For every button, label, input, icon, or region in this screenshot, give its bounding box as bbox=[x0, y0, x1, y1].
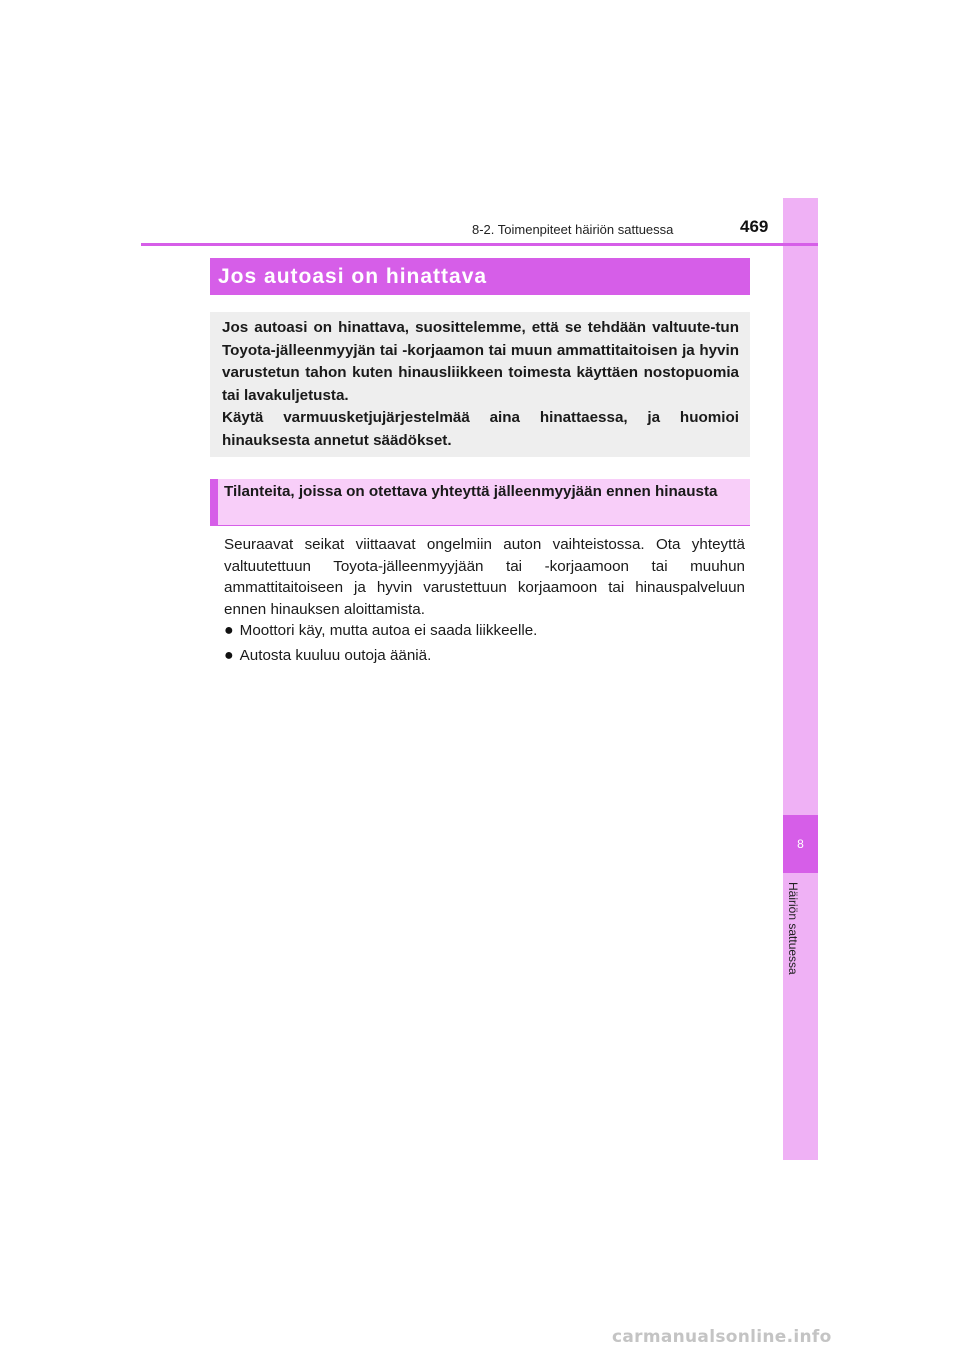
chapter-label: Häiriön sattuessa bbox=[786, 882, 800, 975]
title-bar bbox=[210, 258, 750, 295]
list-item bbox=[224, 620, 745, 642]
page-number: 469 bbox=[740, 217, 769, 236]
intro-paragraph-1: Jos autoasi on hinattava, suosittelemme, että se tehdään valtuute-tun Toyota-jälleenmyyjän tai -korjaamon tai muun ammattitaitoisen ja hyvin varustetun tahon kuten hinausliikkeen toimesta käyttäen nostopuomia tai lavakuljetusta. bbox=[222, 319, 739, 404]
bullet-icon: ● bbox=[224, 622, 234, 639]
subheading-accent bbox=[210, 479, 218, 525]
intro-paragraph-2: Käytä varmuusketjujärjestelmää aina hinattaessa, ja huomioi hinauksesta annetut säädökset. bbox=[222, 409, 739, 449]
intro-box bbox=[210, 312, 750, 457]
bullet-text: Autosta kuuluu outoja ääniä. bbox=[239, 647, 432, 664]
chapter-number: 8 bbox=[797, 837, 804, 851]
bullet-text: Moottori käy, mutta autoa ei saada liikkeelle. bbox=[239, 622, 538, 639]
section-header: 8-2. Toimenpiteet häiriön sattuessa bbox=[472, 222, 674, 237]
bullet-list bbox=[224, 620, 745, 670]
watermark: carmanualsonline.info bbox=[612, 1327, 832, 1347]
header-divider bbox=[141, 243, 818, 246]
body-paragraph: Seuraavat seikat viittaavat ongelmiin auton vaihteistossa. Ota yhteyttä valtuutettuun Toyota-jälleenmyyjään tai -korjaamoon tai muuhun ammattitaitoiseen ja hyvin varustettuun korjaamoon tai hinauspalveluun ennen hinauksen aloittamista. bbox=[224, 536, 745, 618]
page-title: Jos autoasi on hinattava bbox=[218, 264, 488, 288]
subheading: Tilanteita, joissa on otettava yhteyttä jälleenmyyjään ennen hinausta bbox=[224, 483, 718, 500]
chapter-number-tab[interactable] bbox=[783, 815, 818, 873]
subheading-bar bbox=[210, 479, 750, 526]
list-item bbox=[224, 645, 745, 667]
chapter-side-tab bbox=[783, 198, 818, 1160]
bullet-icon: ● bbox=[224, 647, 234, 664]
